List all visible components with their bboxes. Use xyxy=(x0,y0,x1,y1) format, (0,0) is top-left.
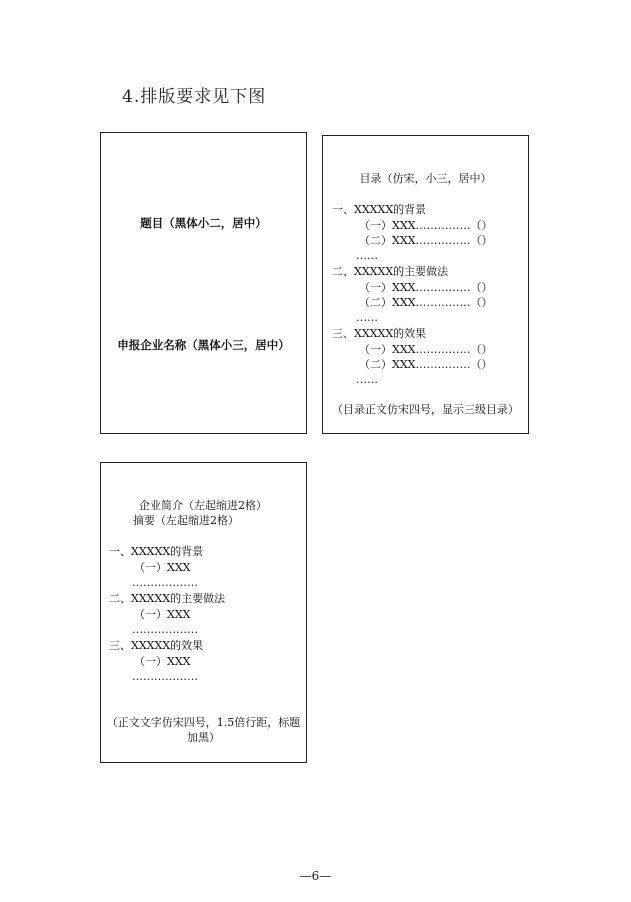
toc-section-2-item-2: （二）XXX……………（） xyxy=(359,296,493,309)
toc-section-2-item-1: （一）XXX……………（） xyxy=(359,281,493,294)
toc-section-3-item-2: （二）XXX……………（） xyxy=(359,358,493,371)
page-number: —6— xyxy=(299,869,332,883)
toc-title: 目录（仿宋，小三，居中） xyxy=(359,172,492,185)
body-page-sample xyxy=(100,462,307,763)
body-format-note-line-2: 加黑） xyxy=(187,731,220,744)
body-section-2: 二、XXXXX的主要做法 xyxy=(109,592,226,605)
toc-section-1: 一、XXXXX的背景 xyxy=(332,203,427,216)
body-section-3: 三、XXXXX的效果 xyxy=(109,639,204,652)
body-company-intro: 企业简介（左起缩进2格） xyxy=(139,499,267,512)
body-abstract: 摘要（左起缩进2格） xyxy=(133,514,239,527)
body-section-2-ellipsis: ……………… xyxy=(132,623,198,636)
toc-section-3: 三、XXXXX的效果 xyxy=(332,327,427,340)
toc-page-sample xyxy=(322,135,529,434)
toc-section-1-item-2: （二）XXX……………（） xyxy=(359,234,493,247)
section-heading: 4.排版要求见下图 xyxy=(122,87,267,107)
body-section-3-ellipsis: ……………… xyxy=(132,670,198,683)
toc-section-2-ellipsis: …… xyxy=(356,311,378,324)
body-section-2-item-1: （一）XXX xyxy=(134,608,191,621)
cover-company-name: 申报企业名称（黑体小三，居中） xyxy=(117,338,290,352)
toc-section-1-item-1: （一）XXX……………（） xyxy=(359,219,493,232)
cover-page-sample xyxy=(100,132,307,434)
body-section-1-ellipsis: ……………… xyxy=(132,576,198,589)
toc-format-note: （目录正文仿宋四号，显示三级目录） xyxy=(332,403,519,416)
body-format-note-line-1: （正文文字仿宋四号，1.5倍行距，标题 xyxy=(106,716,301,729)
body-section-1-item-1: （一）XXX xyxy=(134,561,191,574)
toc-section-1-ellipsis: …… xyxy=(356,249,378,262)
toc-section-3-item-1: （一）XXX……………（） xyxy=(359,343,493,356)
body-section-1: 一、XXXXX的背景 xyxy=(109,545,204,558)
toc-section-3-ellipsis: …… xyxy=(356,373,378,386)
toc-section-2: 二、XXXXX的主要做法 xyxy=(332,265,449,278)
body-section-3-item-1: （一）XXX xyxy=(134,655,191,668)
cover-title: 题目（黑体小二，居中） xyxy=(140,216,267,230)
